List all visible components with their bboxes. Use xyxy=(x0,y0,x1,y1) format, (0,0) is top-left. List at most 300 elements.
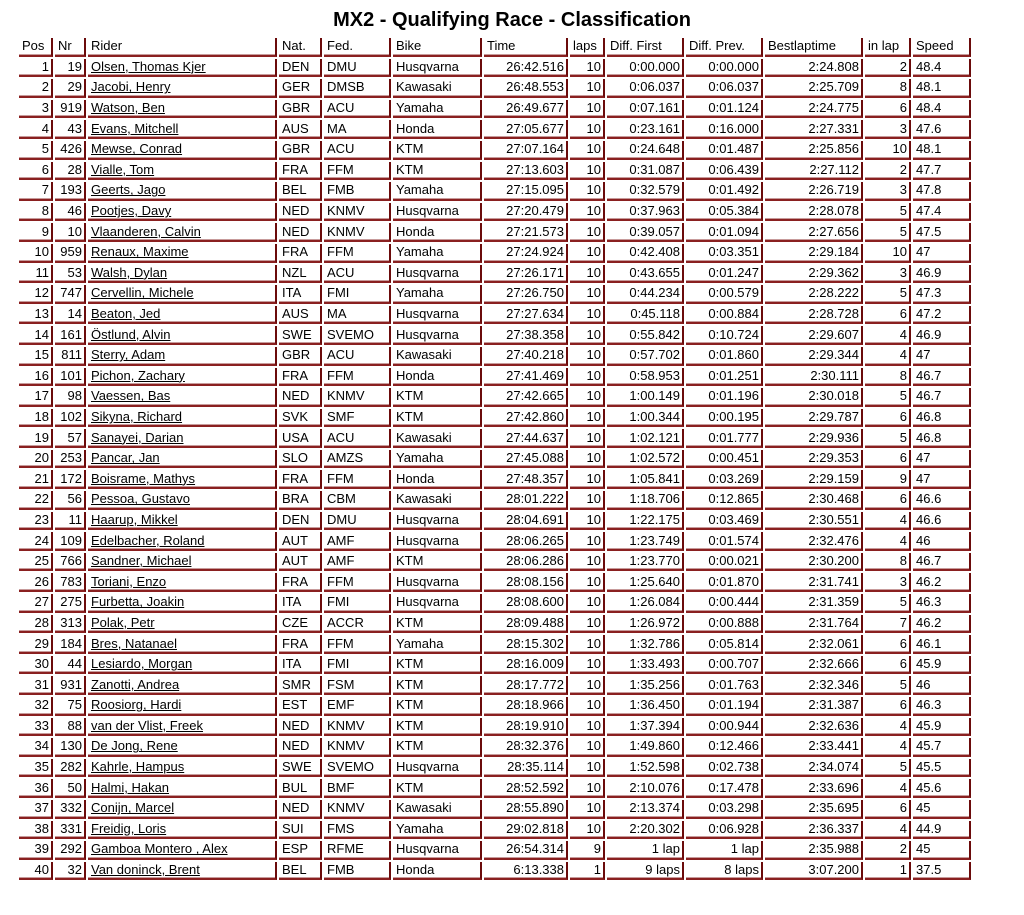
cell-bike: Husqvarna xyxy=(393,203,482,222)
cell-pos: 36 xyxy=(19,779,53,798)
cell-nat: NED xyxy=(279,203,322,222)
cell-bike: Husqvarna xyxy=(393,594,482,613)
table-row xyxy=(19,491,971,510)
cell-bike: Husqvarna xyxy=(393,59,482,78)
cell-in-lap: 2 xyxy=(865,841,911,860)
cell-in-lap: 1 xyxy=(865,862,911,881)
cell-speed: 45.9 xyxy=(913,718,971,737)
table-row xyxy=(19,862,971,881)
table-row xyxy=(19,718,971,737)
cell-fed: FMI xyxy=(324,656,391,675)
cell-nr: 19 xyxy=(55,59,86,78)
rider-link[interactable]: Jacobi, Henry xyxy=(91,79,171,95)
cell-pos: 32 xyxy=(19,697,53,716)
cell-bestlaptime: 2:32.061 xyxy=(765,635,863,654)
cell-speed: 37.5 xyxy=(913,862,971,881)
cell-laps: 10 xyxy=(570,821,605,840)
cell-laps: 10 xyxy=(570,285,605,304)
cell-fed: DMSB xyxy=(324,79,391,98)
cell-pos: 8 xyxy=(19,203,53,222)
rider-link[interactable]: Kahrle, Hampus xyxy=(91,759,185,775)
cell-pos: 24 xyxy=(19,532,53,551)
rider-link[interactable]: De Jong, Rene xyxy=(91,738,178,754)
cell-bestlaptime: 2:24.808 xyxy=(765,59,863,78)
cell-laps: 10 xyxy=(570,635,605,654)
rider-link[interactable]: Pichon, Zachary xyxy=(91,367,185,383)
cell-nr: 331 xyxy=(55,821,86,840)
cell-nat: NED xyxy=(279,718,322,737)
cell-diff-first: 0:55.842 xyxy=(607,326,684,345)
cell-speed: 46.3 xyxy=(913,594,971,613)
cell-time: 28:35.114 xyxy=(484,759,568,778)
cell-in-lap: 6 xyxy=(865,697,911,716)
rider-link[interactable]: Sanayei, Darian xyxy=(91,429,184,445)
cell-rider xyxy=(88,635,277,654)
cell-pos: 16 xyxy=(19,368,53,387)
cell-diff-first: 1:23.770 xyxy=(607,553,684,572)
cell-speed: 46.1 xyxy=(913,635,971,654)
cell-rider xyxy=(88,388,277,407)
cell-speed: 45.7 xyxy=(913,738,971,757)
cell-diff-first: 1:05.841 xyxy=(607,470,684,489)
cell-pos: 6 xyxy=(19,162,53,181)
cell-diff-first: 1 lap xyxy=(607,841,684,860)
cell-speed: 44.9 xyxy=(913,821,971,840)
cell-rider xyxy=(88,615,277,634)
rider-link[interactable]: Renaux, Maxime xyxy=(91,244,189,260)
cell-time: 27:42.665 xyxy=(484,388,568,407)
cell-nr: 101 xyxy=(55,368,86,387)
table-row xyxy=(19,388,971,407)
cell-rider xyxy=(88,244,277,263)
cell-bike: Husqvarna xyxy=(393,759,482,778)
cell-fed: FFM xyxy=(324,162,391,181)
cell-speed: 46.6 xyxy=(913,491,971,510)
table-row xyxy=(19,656,971,675)
table-row xyxy=(19,470,971,489)
cell-in-lap: 6 xyxy=(865,491,911,510)
cell-nat: AUS xyxy=(279,306,322,325)
rider-link[interactable]: Haarup, Mikkel xyxy=(91,511,178,527)
header-row xyxy=(19,38,971,57)
cell-laps: 10 xyxy=(570,738,605,757)
cell-rider xyxy=(88,409,277,428)
cell-laps: 10 xyxy=(570,326,605,345)
rider-link[interactable]: Beaton, Jed xyxy=(91,306,161,322)
rider-link[interactable]: Vaessen, Bas xyxy=(91,388,171,404)
cell-fed: SMF xyxy=(324,409,391,428)
rider-link[interactable]: Vlaanderen, Calvin xyxy=(91,223,201,239)
cell-bestlaptime: 2:33.696 xyxy=(765,779,863,798)
rider-link[interactable]: Pootjes, Davy xyxy=(91,203,172,219)
cell-speed: 47 xyxy=(913,244,971,263)
rider-link[interactable]: Sikyna, Richard xyxy=(91,408,183,424)
cell-diff-first: 1:32.786 xyxy=(607,635,684,654)
cell-diff-first: 0:44.234 xyxy=(607,285,684,304)
cell-diff-prev: 0:17.478 xyxy=(686,779,763,798)
rider-link[interactable]: Bres, Natanael xyxy=(91,635,177,651)
table-row xyxy=(19,800,971,819)
table-row xyxy=(19,347,971,366)
cell-speed: 46.7 xyxy=(913,368,971,387)
cell-nat: SLO xyxy=(279,450,322,469)
cell-diff-first: 1:00.149 xyxy=(607,388,684,407)
cell-rider xyxy=(88,573,277,592)
cell-laps: 10 xyxy=(570,162,605,181)
cell-in-lap: 3 xyxy=(865,120,911,139)
cell-fed: DMU xyxy=(324,59,391,78)
cell-laps: 10 xyxy=(570,718,605,737)
rider-link[interactable]: Halmi, Hakan xyxy=(91,779,170,795)
cell-nat: AUS xyxy=(279,120,322,139)
cell-diff-first: 1:26.084 xyxy=(607,594,684,613)
cell-pos: 4 xyxy=(19,120,53,139)
cell-in-lap: 4 xyxy=(865,738,911,757)
table-row xyxy=(19,265,971,284)
cell-bike: Kawasaki xyxy=(393,79,482,98)
cell-nat: FRA xyxy=(279,470,322,489)
cell-rider xyxy=(88,79,277,98)
cell-laps: 10 xyxy=(570,779,605,798)
cell-rider xyxy=(88,450,277,469)
cell-bike: Honda xyxy=(393,120,482,139)
rider-link[interactable]: Furbetta, Joakin xyxy=(91,594,185,610)
cell-rider xyxy=(88,697,277,716)
cell-pos: 34 xyxy=(19,738,53,757)
cell-diff-prev: 0:00.021 xyxy=(686,553,763,572)
cell-time: 27:40.218 xyxy=(484,347,568,366)
cell-time: 28:52.592 xyxy=(484,779,568,798)
table-row xyxy=(19,182,971,201)
cell-nat: SUI xyxy=(279,821,322,840)
cell-diff-prev: 0:01.196 xyxy=(686,388,763,407)
cell-diff-prev: 0:05.384 xyxy=(686,203,763,222)
cell-rider xyxy=(88,759,277,778)
cell-diff-prev: 0:00.579 xyxy=(686,285,763,304)
cell-diff-prev: 0:01.251 xyxy=(686,368,763,387)
rider-link[interactable]: Mewse, Conrad xyxy=(91,141,183,157)
cell-time: 28:08.600 xyxy=(484,594,568,613)
cell-bestlaptime: 2:32.666 xyxy=(765,656,863,675)
cell-speed: 46 xyxy=(913,532,971,551)
cell-nr: 313 xyxy=(55,615,86,634)
table-row xyxy=(19,223,971,242)
cell-bike: Husqvarna xyxy=(393,841,482,860)
classification-table xyxy=(17,36,973,882)
cell-diff-first: 0:24.648 xyxy=(607,141,684,160)
cell-diff-prev: 0:03.298 xyxy=(686,800,763,819)
cell-laps: 1 xyxy=(570,862,605,881)
cell-time: 28:18.966 xyxy=(484,697,568,716)
rider-link[interactable]: Polak, Petr xyxy=(91,614,155,630)
cell-pos: 21 xyxy=(19,470,53,489)
cell-pos: 40 xyxy=(19,862,53,881)
cell-rider xyxy=(88,470,277,489)
cell-laps: 10 xyxy=(570,141,605,160)
cell-fed: FFM xyxy=(324,470,391,489)
cell-speed: 46.8 xyxy=(913,409,971,428)
cell-diff-prev: 0:01.194 xyxy=(686,697,763,716)
cell-diff-first: 0:32.579 xyxy=(607,182,684,201)
cell-speed: 48.4 xyxy=(913,59,971,78)
table-row xyxy=(19,821,971,840)
cell-laps: 10 xyxy=(570,409,605,428)
cell-nr: 57 xyxy=(55,429,86,448)
rider-link[interactable]: Cervellin, Michele xyxy=(91,285,194,301)
cell-fed: ACCR xyxy=(324,615,391,634)
cell-fed: KNMV xyxy=(324,203,391,222)
cell-diff-first: 1:18.706 xyxy=(607,491,684,510)
cell-fed: RFME xyxy=(324,841,391,860)
cell-diff-first: 0:00.000 xyxy=(607,59,684,78)
cell-laps: 10 xyxy=(570,450,605,469)
cell-in-lap: 2 xyxy=(865,59,911,78)
rider-link[interactable]: Conijn, Marcel xyxy=(91,800,175,816)
header-pos: Pos xyxy=(19,38,53,57)
cell-nr: 46 xyxy=(55,203,86,222)
cell-diff-first: 0:42.408 xyxy=(607,244,684,263)
cell-rider xyxy=(88,306,277,325)
cell-nr: 102 xyxy=(55,409,86,428)
cell-speed: 47.4 xyxy=(913,203,971,222)
cell-diff-prev: 1 lap xyxy=(686,841,763,860)
rider-link[interactable]: Evans, Mitchell xyxy=(91,120,179,136)
table-row xyxy=(19,697,971,716)
cell-nr: 253 xyxy=(55,450,86,469)
cell-pos: 11 xyxy=(19,265,53,284)
cell-pos: 12 xyxy=(19,285,53,304)
cell-in-lap: 6 xyxy=(865,635,911,654)
rider-link[interactable]: Sandner, Michael xyxy=(91,553,192,569)
cell-fed: SVEMO xyxy=(324,326,391,345)
page-title: MX2 - Qualifying Race - Classification xyxy=(333,9,691,31)
rider-link[interactable]: Gamboa Montero , Alex xyxy=(91,841,228,857)
cell-nr: 10 xyxy=(55,223,86,242)
rider-link[interactable]: Watson, Ben xyxy=(91,100,165,116)
header-bike: Bike xyxy=(393,38,482,57)
cell-in-lap: 3 xyxy=(865,182,911,201)
cell-speed: 45.9 xyxy=(913,656,971,675)
cell-laps: 10 xyxy=(570,223,605,242)
cell-laps: 10 xyxy=(570,388,605,407)
cell-diff-prev: 0:03.269 xyxy=(686,470,763,489)
cell-bestlaptime: 2:25.856 xyxy=(765,141,863,160)
cell-diff-prev: 0:00.451 xyxy=(686,450,763,469)
table-row xyxy=(19,676,971,695)
header-diff-prev: Diff. Prev. xyxy=(686,38,763,57)
cell-diff-prev: 0:01.777 xyxy=(686,429,763,448)
cell-diff-first: 0:58.953 xyxy=(607,368,684,387)
cell-diff-first: 1:25.640 xyxy=(607,573,684,592)
cell-bike: Kawasaki xyxy=(393,347,482,366)
cell-speed: 48.1 xyxy=(913,79,971,98)
cell-diff-first: 1:49.860 xyxy=(607,738,684,757)
cell-bike: KTM xyxy=(393,162,482,181)
cell-bestlaptime: 2:30.111 xyxy=(765,368,863,387)
cell-fed: ACU xyxy=(324,429,391,448)
cell-fed: AMZS xyxy=(324,450,391,469)
table-row xyxy=(19,779,971,798)
cell-laps: 10 xyxy=(570,553,605,572)
cell-fed: FMI xyxy=(324,285,391,304)
cell-pos: 25 xyxy=(19,553,53,572)
cell-nat: FRA xyxy=(279,573,322,592)
cell-time: 27:07.164 xyxy=(484,141,568,160)
cell-bike: Kawasaki xyxy=(393,800,482,819)
table-row xyxy=(19,141,971,160)
cell-time: 27:27.634 xyxy=(484,306,568,325)
cell-diff-prev: 0:01.763 xyxy=(686,676,763,695)
cell-diff-prev: 0:00.444 xyxy=(686,594,763,613)
cell-in-lap: 5 xyxy=(865,223,911,242)
cell-nat: GBR xyxy=(279,100,322,119)
cell-speed: 46.2 xyxy=(913,573,971,592)
cell-time: 28:06.286 xyxy=(484,553,568,572)
cell-fed: FMB xyxy=(324,862,391,881)
cell-rider xyxy=(88,532,277,551)
rider-link[interactable]: Olsen, Thomas Kjer xyxy=(91,58,206,74)
cell-time: 28:06.265 xyxy=(484,532,568,551)
cell-bestlaptime: 2:28.078 xyxy=(765,203,863,222)
cell-bestlaptime: 2:30.468 xyxy=(765,491,863,510)
rider-link[interactable]: Lesiardo, Morgan xyxy=(91,656,193,672)
cell-bestlaptime: 2:26.719 xyxy=(765,182,863,201)
cell-nr: 747 xyxy=(55,285,86,304)
rider-link[interactable]: Freidig, Loris xyxy=(91,820,167,836)
cell-diff-first: 0:43.655 xyxy=(607,265,684,284)
rider-link[interactable]: Roosiorg, Hardi xyxy=(91,697,182,713)
cell-bike: KTM xyxy=(393,553,482,572)
cell-speed: 45.5 xyxy=(913,759,971,778)
cell-diff-prev: 0:05.814 xyxy=(686,635,763,654)
cell-nr: 130 xyxy=(55,738,86,757)
rider-link[interactable]: Edelbacher, Roland xyxy=(91,532,205,548)
cell-speed: 47 xyxy=(913,347,971,366)
cell-nr: 53 xyxy=(55,265,86,284)
cell-rider xyxy=(88,800,277,819)
cell-speed: 46.9 xyxy=(913,326,971,345)
cell-rider xyxy=(88,512,277,531)
cell-diff-prev: 0:06.928 xyxy=(686,821,763,840)
cell-nr: 109 xyxy=(55,532,86,551)
table-row xyxy=(19,429,971,448)
cell-bestlaptime: 2:29.362 xyxy=(765,265,863,284)
rider-link[interactable]: Walsh, Dylan xyxy=(91,264,168,280)
cell-bestlaptime: 2:29.159 xyxy=(765,470,863,489)
cell-rider xyxy=(88,779,277,798)
cell-diff-first: 1:33.493 xyxy=(607,656,684,675)
cell-in-lap: 8 xyxy=(865,79,911,98)
cell-pos: 18 xyxy=(19,409,53,428)
cell-bestlaptime: 2:29.936 xyxy=(765,429,863,448)
cell-nat: SVK xyxy=(279,409,322,428)
cell-time: 28:15.302 xyxy=(484,635,568,654)
cell-in-lap: 5 xyxy=(865,594,911,613)
table-row xyxy=(19,162,971,181)
cell-bestlaptime: 2:36.337 xyxy=(765,821,863,840)
cell-fed: FFM xyxy=(324,573,391,592)
cell-bike: Husqvarna xyxy=(393,326,482,345)
cell-rider xyxy=(88,491,277,510)
rider-link[interactable]: Östlund, Alvin xyxy=(91,326,171,342)
cell-bestlaptime: 2:32.346 xyxy=(765,676,863,695)
rider-link[interactable]: Geerts, Jago xyxy=(91,182,166,198)
rider-link[interactable]: Sterry, Adam xyxy=(91,347,166,363)
cell-bestlaptime: 2:32.636 xyxy=(765,718,863,737)
cell-rider xyxy=(88,285,277,304)
rider-link[interactable]: van der Vlist, Freek xyxy=(91,717,203,733)
rider-link[interactable]: Toriani, Enzo xyxy=(91,573,167,589)
cell-laps: 10 xyxy=(570,79,605,98)
header-nat: Nat. xyxy=(279,38,322,57)
table-row xyxy=(19,615,971,634)
cell-nat: NZL xyxy=(279,265,322,284)
cell-bestlaptime: 2:29.607 xyxy=(765,326,863,345)
cell-nr: 56 xyxy=(55,491,86,510)
cell-nat: GER xyxy=(279,79,322,98)
cell-nat: SMR xyxy=(279,676,322,695)
cell-in-lap: 3 xyxy=(865,265,911,284)
cell-in-lap: 5 xyxy=(865,759,911,778)
cell-bike: Kawasaki xyxy=(393,491,482,510)
cell-laps: 10 xyxy=(570,306,605,325)
cell-time: 6:13.338 xyxy=(484,862,568,881)
cell-laps: 9 xyxy=(570,841,605,860)
cell-nat: BUL xyxy=(279,779,322,798)
cell-bike: KTM xyxy=(393,409,482,428)
cell-time: 26:49.677 xyxy=(484,100,568,119)
cell-nat: FRA xyxy=(279,368,322,387)
cell-bike: Husqvarna xyxy=(393,265,482,284)
cell-pos: 5 xyxy=(19,141,53,160)
cell-bestlaptime: 2:25.709 xyxy=(765,79,863,98)
cell-fed: KNMV xyxy=(324,388,391,407)
cell-pos: 23 xyxy=(19,512,53,531)
cell-fed: DMU xyxy=(324,512,391,531)
cell-in-lap: 4 xyxy=(865,779,911,798)
rider-link[interactable]: Pessoa, Gustavo xyxy=(91,491,190,507)
cell-in-lap: 5 xyxy=(865,676,911,695)
cell-pos: 29 xyxy=(19,635,53,654)
cell-pos: 9 xyxy=(19,223,53,242)
cell-bestlaptime: 2:32.476 xyxy=(765,532,863,551)
cell-pos: 20 xyxy=(19,450,53,469)
rider-link[interactable]: Zanotti, Andrea xyxy=(91,676,180,692)
cell-nr: 88 xyxy=(55,718,86,737)
header-in-lap: in lap xyxy=(865,38,911,57)
cell-in-lap: 5 xyxy=(865,388,911,407)
cell-bestlaptime: 2:30.200 xyxy=(765,553,863,572)
rider-link[interactable]: Van doninck, Brent xyxy=(91,862,200,878)
cell-laps: 10 xyxy=(570,244,605,263)
cell-bike: Husqvarna xyxy=(393,306,482,325)
cell-time: 28:55.890 xyxy=(484,800,568,819)
rider-link[interactable]: Boisrame, Mathys xyxy=(91,470,196,486)
cell-time: 28:04.691 xyxy=(484,512,568,531)
cell-pos: 30 xyxy=(19,656,53,675)
cell-nat: NED xyxy=(279,800,322,819)
cell-nr: 811 xyxy=(55,347,86,366)
cell-rider xyxy=(88,223,277,242)
cell-in-lap: 7 xyxy=(865,615,911,634)
cell-bike: Yamaha xyxy=(393,635,482,654)
cell-speed: 47 xyxy=(913,450,971,469)
rider-link[interactable]: Vialle, Tom xyxy=(91,161,155,177)
cell-speed: 46.8 xyxy=(913,429,971,448)
rider-link[interactable]: Pancar, Jan xyxy=(91,450,160,466)
cell-pos: 3 xyxy=(19,100,53,119)
cell-rider xyxy=(88,203,277,222)
